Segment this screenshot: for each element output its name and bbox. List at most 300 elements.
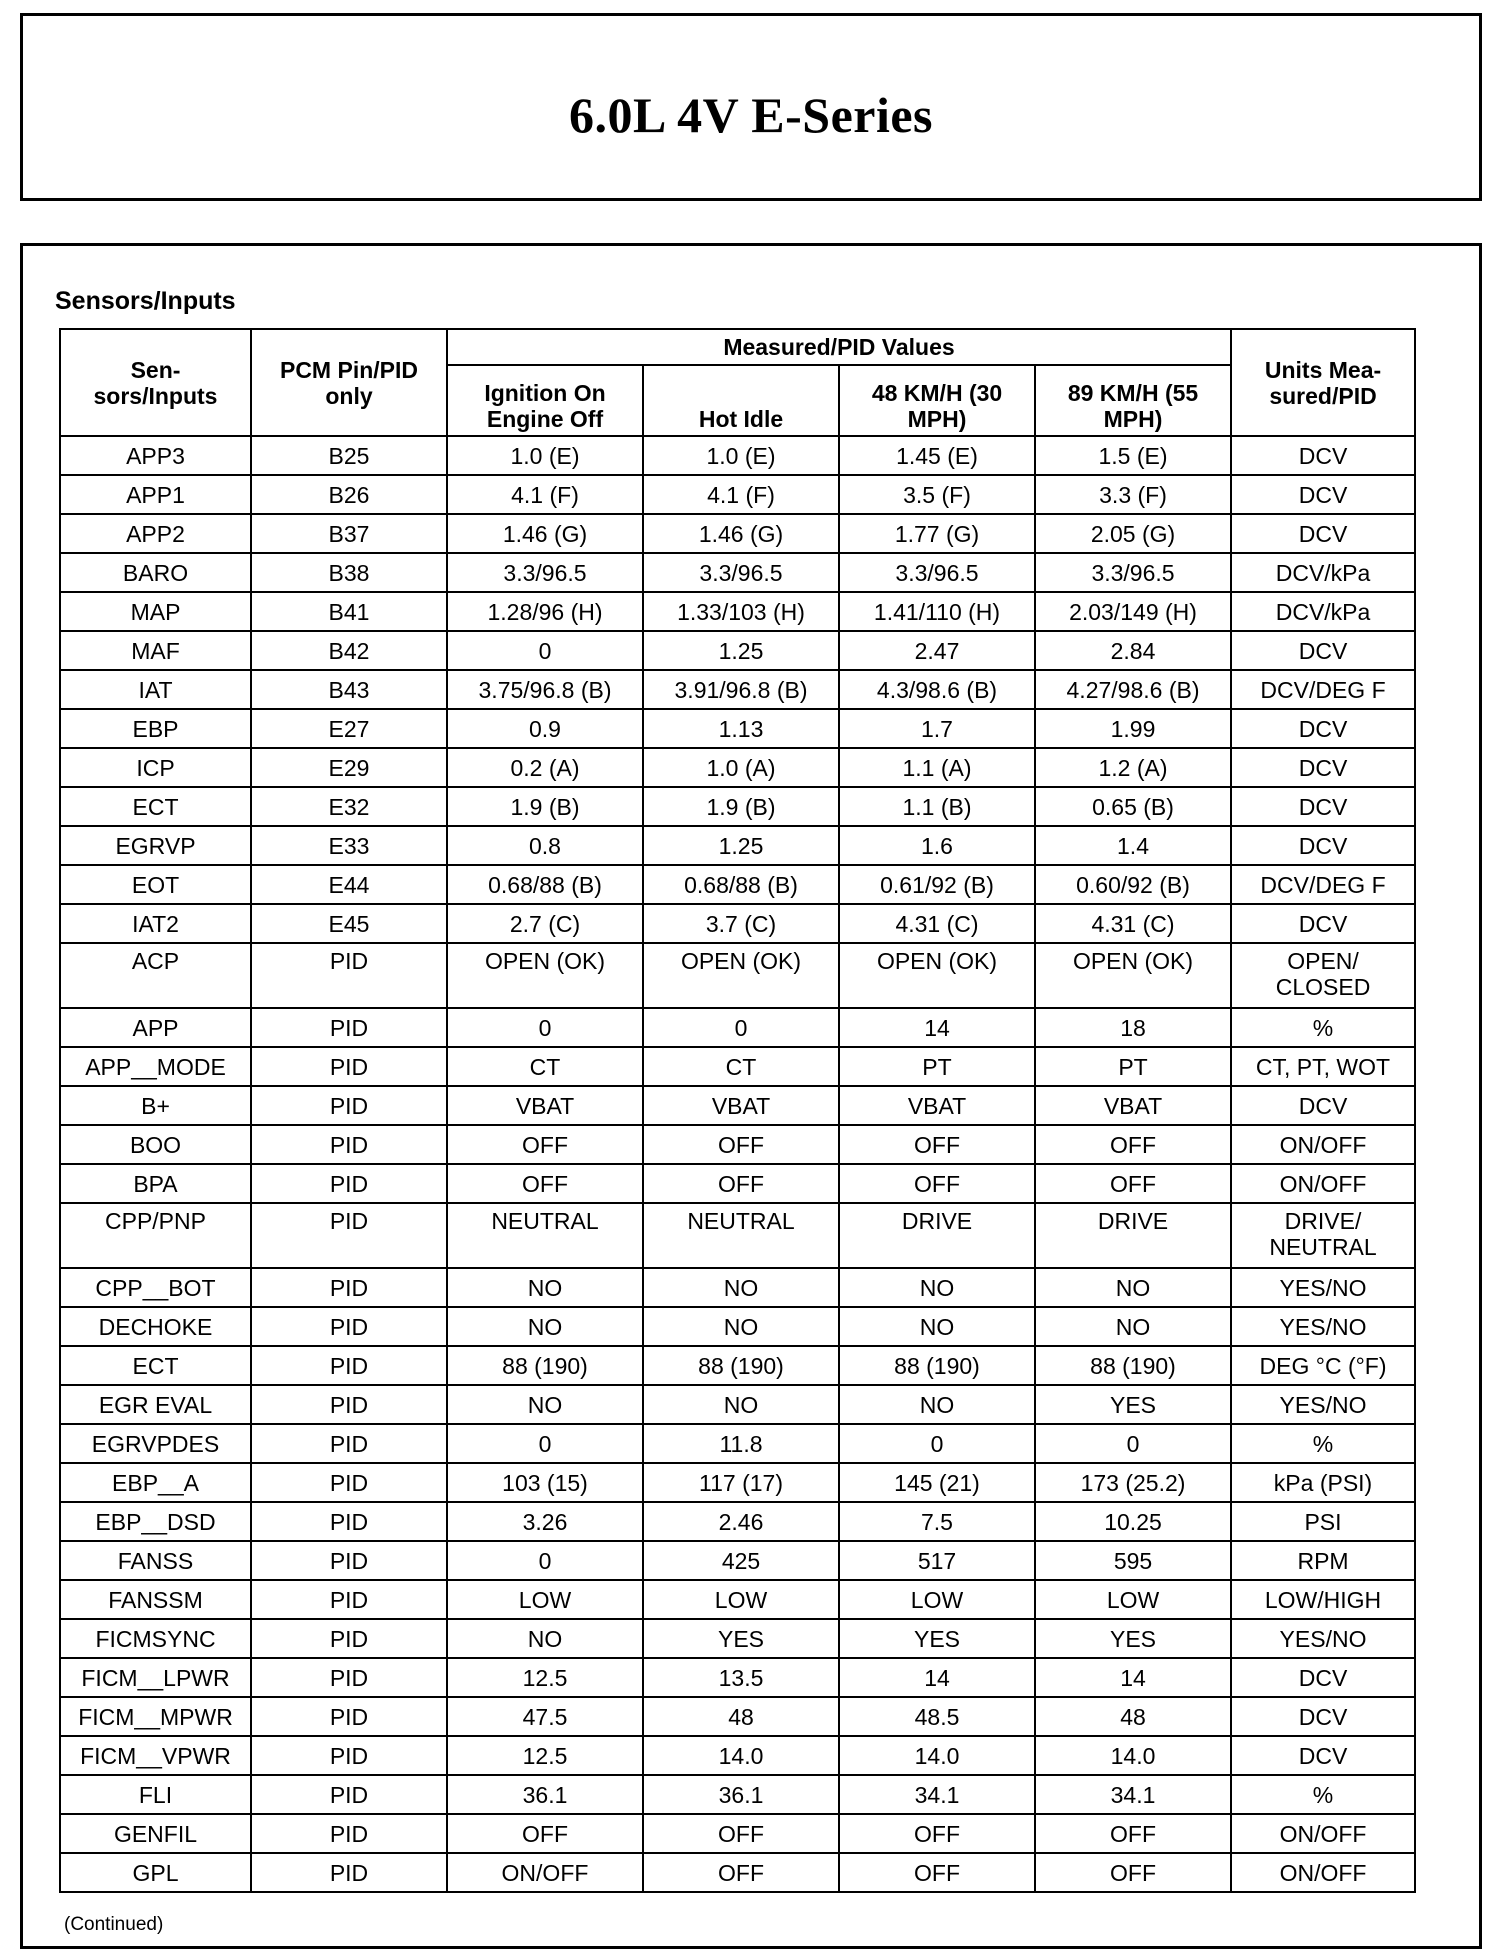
pin-cell: PID — [251, 943, 447, 1008]
pin-cell: PID — [251, 1008, 447, 1047]
ignition-on-cell: 1.0 (E) — [447, 436, 643, 475]
kmh89-cell: 2.84 — [1035, 631, 1231, 670]
hot-idle-cell: NO — [643, 1268, 839, 1307]
kmh48-cell: 4.31 (C) — [839, 904, 1035, 943]
kmh89-cell: OPEN (OK) — [1035, 943, 1231, 1008]
hot-idle-cell: 13.5 — [643, 1658, 839, 1697]
kmh48-cell: 0 — [839, 1424, 1035, 1463]
table-row — [60, 553, 1415, 592]
pin-cell: PID — [251, 1203, 447, 1268]
units-cell: % — [1231, 1424, 1415, 1463]
table-row — [60, 592, 1415, 631]
kmh89-cell: 88 (190) — [1035, 1346, 1231, 1385]
kmh89-cell: 0.65 (B) — [1035, 787, 1231, 826]
kmh89-cell: 595 — [1035, 1541, 1231, 1580]
ignition-on-cell: NEUTRAL — [447, 1203, 643, 1268]
table-row — [60, 904, 1415, 943]
kmh48-cell: 0.61/92 (B) — [839, 865, 1035, 904]
content-box — [20, 243, 1482, 1949]
ignition-on-cell: 4.1 (F) — [447, 475, 643, 514]
ignition-on-cell: OPEN (OK) — [447, 943, 643, 1008]
kmh48-cell: 48.5 — [839, 1697, 1035, 1736]
table-row — [60, 1424, 1415, 1463]
sensor-cell: FANSSM — [60, 1580, 251, 1619]
kmh48-cell: DRIVE — [839, 1203, 1035, 1268]
sensor-cell: FICMSYNC — [60, 1619, 251, 1658]
kmh48-cell: LOW — [839, 1580, 1035, 1619]
kmh89-cell: NO — [1035, 1268, 1231, 1307]
units-cell: DCV — [1231, 1086, 1415, 1125]
kmh89-cell: OFF — [1035, 1814, 1231, 1853]
sensor-cell: IAT2 — [60, 904, 251, 943]
table-row — [60, 1814, 1415, 1853]
ignition-on-cell: 103 (15) — [447, 1463, 643, 1502]
ignition-on-cell: 0 — [447, 1008, 643, 1047]
sensor-cell: APP1 — [60, 475, 251, 514]
units-cell: DCV — [1231, 475, 1415, 514]
table-row — [60, 475, 1415, 514]
ignition-on-cell: VBAT — [447, 1086, 643, 1125]
ignition-on-cell: OFF — [447, 1164, 643, 1203]
units-cell: DCV/kPa — [1231, 592, 1415, 631]
units-cell: YES/NO — [1231, 1619, 1415, 1658]
units-cell: YES/NO — [1231, 1307, 1415, 1346]
header-ignition-on: Ignition On Engine Off — [447, 365, 643, 436]
kmh48-cell: NO — [839, 1307, 1035, 1346]
sensor-cell: ECT — [60, 1346, 251, 1385]
ignition-on-cell: 3.26 — [447, 1502, 643, 1541]
kmh48-cell: YES — [839, 1619, 1035, 1658]
units-cell: ON/OFF — [1231, 1814, 1415, 1853]
pin-cell: PID — [251, 1424, 447, 1463]
pin-cell: PID — [251, 1580, 447, 1619]
pin-cell: PID — [251, 1502, 447, 1541]
table-row — [60, 1125, 1415, 1164]
hot-idle-cell: 1.0 (A) — [643, 748, 839, 787]
ignition-on-cell: LOW — [447, 1580, 643, 1619]
kmh89-cell: 4.31 (C) — [1035, 904, 1231, 943]
units-cell: DEG °C (°F) — [1231, 1346, 1415, 1385]
kmh48-cell: 88 (190) — [839, 1346, 1035, 1385]
sensor-cell: FANSS — [60, 1541, 251, 1580]
sensor-cell: GPL — [60, 1853, 251, 1892]
kmh48-cell: 14 — [839, 1658, 1035, 1697]
pin-cell: PID — [251, 1346, 447, 1385]
hot-idle-cell: 1.13 — [643, 709, 839, 748]
units-cell: CT, PT, WOT — [1231, 1047, 1415, 1086]
kmh48-cell: NO — [839, 1268, 1035, 1307]
table-row — [60, 1853, 1415, 1892]
kmh89-cell: 0 — [1035, 1424, 1231, 1463]
hot-idle-cell: 117 (17) — [643, 1463, 839, 1502]
pin-cell: PID — [251, 1164, 447, 1203]
section-heading: Sensors/Inputs — [55, 287, 236, 315]
pin-cell: E27 — [251, 709, 447, 748]
kmh89-cell: LOW — [1035, 1580, 1231, 1619]
table-row — [60, 1086, 1415, 1125]
kmh89-cell: OFF — [1035, 1125, 1231, 1164]
pin-cell: PID — [251, 1086, 447, 1125]
kmh89-cell: 2.05 (G) — [1035, 514, 1231, 553]
units-cell: DCV — [1231, 514, 1415, 553]
table-row — [60, 1463, 1415, 1502]
kmh89-cell: PT — [1035, 1047, 1231, 1086]
sensor-cell: FICM__MPWR — [60, 1697, 251, 1736]
kmh89-cell: 1.4 — [1035, 826, 1231, 865]
table-row — [60, 514, 1415, 553]
kmh89-cell: 1.99 — [1035, 709, 1231, 748]
kmh48-cell: 14 — [839, 1008, 1035, 1047]
kmh48-cell: OPEN (OK) — [839, 943, 1035, 1008]
kmh48-cell: 1.41/110 (H) — [839, 592, 1035, 631]
page-title: 6.0L 4V E-Series — [568, 87, 934, 143]
sensor-cell: ICP — [60, 748, 251, 787]
ignition-on-cell: 36.1 — [447, 1775, 643, 1814]
units-cell: % — [1231, 1775, 1415, 1814]
units-cell: YES/NO — [1231, 1268, 1415, 1307]
pin-cell: PID — [251, 1268, 447, 1307]
hot-idle-cell: 3.7 (C) — [643, 904, 839, 943]
hot-idle-cell: 1.0 (E) — [643, 436, 839, 475]
kmh89-cell: 10.25 — [1035, 1502, 1231, 1541]
sensor-cell: FICM__LPWR — [60, 1658, 251, 1697]
sensor-cell: APP2 — [60, 514, 251, 553]
units-cell: DCV — [1231, 748, 1415, 787]
sensor-cell: GENFIL — [60, 1814, 251, 1853]
sensor-cell: APP__MODE — [60, 1047, 251, 1086]
sensor-cell: EOT — [60, 865, 251, 904]
table-row — [60, 1203, 1415, 1268]
table-row — [60, 1385, 1415, 1424]
pin-cell: E33 — [251, 826, 447, 865]
kmh48-cell: 1.7 — [839, 709, 1035, 748]
ignition-on-cell: OFF — [447, 1125, 643, 1164]
ignition-on-cell: 0.8 — [447, 826, 643, 865]
header-pcm-pin: PCM Pin/PID only — [251, 329, 447, 436]
kmh48-cell: 1.1 (B) — [839, 787, 1035, 826]
pin-cell: PID — [251, 1541, 447, 1580]
hot-idle-cell: 3.3/96.5 — [643, 553, 839, 592]
table-row — [60, 1307, 1415, 1346]
ignition-on-cell: 0 — [447, 631, 643, 670]
sensor-cell: EBP__DSD — [60, 1502, 251, 1541]
table-body — [60, 436, 1415, 1892]
kmh89-cell: OFF — [1035, 1164, 1231, 1203]
pin-cell: E32 — [251, 787, 447, 826]
pin-cell: B38 — [251, 553, 447, 592]
units-cell: DCV — [1231, 904, 1415, 943]
hot-idle-cell: OFF — [643, 1164, 839, 1203]
units-cell: DCV — [1231, 436, 1415, 475]
pin-cell: PID — [251, 1775, 447, 1814]
kmh48-cell: 3.5 (F) — [839, 475, 1035, 514]
table-row — [60, 1541, 1415, 1580]
kmh48-cell: 2.47 — [839, 631, 1035, 670]
hot-idle-cell: 14.0 — [643, 1736, 839, 1775]
hot-idle-cell: NO — [643, 1385, 839, 1424]
kmh48-cell: NO — [839, 1385, 1035, 1424]
sensor-cell: ACP — [60, 943, 251, 1008]
sensor-cell: FICM__VPWR — [60, 1736, 251, 1775]
table-row — [60, 1697, 1415, 1736]
sensor-cell: B+ — [60, 1086, 251, 1125]
sensor-cell: IAT — [60, 670, 251, 709]
units-cell: DCV — [1231, 787, 1415, 826]
kmh48-cell: PT — [839, 1047, 1035, 1086]
kmh89-cell: 2.03/149 (H) — [1035, 592, 1231, 631]
ignition-on-cell: 1.28/96 (H) — [447, 592, 643, 631]
table-row — [60, 1164, 1415, 1203]
header-hot-idle: Hot Idle — [643, 365, 839, 436]
sensor-cell: ECT — [60, 787, 251, 826]
kmh48-cell: 517 — [839, 1541, 1035, 1580]
pin-cell: PID — [251, 1385, 447, 1424]
units-cell: kPa (PSI) — [1231, 1463, 1415, 1502]
kmh48-cell: 4.3/98.6 (B) — [839, 670, 1035, 709]
kmh89-cell: 48 — [1035, 1697, 1231, 1736]
kmh48-cell: 3.3/96.5 — [839, 553, 1035, 592]
sensor-cell: MAP — [60, 592, 251, 631]
sensor-cell: CPP/PNP — [60, 1203, 251, 1268]
units-cell: DRIVE/ NEUTRAL — [1231, 1203, 1415, 1268]
units-cell: DCV/DEG F — [1231, 670, 1415, 709]
hot-idle-cell: CT — [643, 1047, 839, 1086]
kmh89-cell: 3.3 (F) — [1035, 475, 1231, 514]
sensor-cell: CPP__BOT — [60, 1268, 251, 1307]
ignition-on-cell: 2.7 (C) — [447, 904, 643, 943]
pin-cell: B42 — [251, 631, 447, 670]
units-cell: % — [1231, 1008, 1415, 1047]
units-cell: PSI — [1231, 1502, 1415, 1541]
hot-idle-cell: NEUTRAL — [643, 1203, 839, 1268]
kmh48-cell: 34.1 — [839, 1775, 1035, 1814]
ignition-on-cell: OFF — [447, 1814, 643, 1853]
pin-cell: PID — [251, 1658, 447, 1697]
sensor-cell: FLI — [60, 1775, 251, 1814]
sensor-cell: APP — [60, 1008, 251, 1047]
hot-idle-cell: NO — [643, 1307, 839, 1346]
pin-cell: PID — [251, 1307, 447, 1346]
hot-idle-cell: LOW — [643, 1580, 839, 1619]
kmh89-cell: NO — [1035, 1307, 1231, 1346]
kmh89-cell: 1.2 (A) — [1035, 748, 1231, 787]
hot-idle-cell: 1.33/103 (H) — [643, 592, 839, 631]
ignition-on-cell: 12.5 — [447, 1658, 643, 1697]
kmh48-cell: VBAT — [839, 1086, 1035, 1125]
ignition-on-cell: 0.2 (A) — [447, 748, 643, 787]
ignition-on-cell: ON/OFF — [447, 1853, 643, 1892]
kmh48-cell: 145 (21) — [839, 1463, 1035, 1502]
table-row — [60, 1619, 1415, 1658]
units-cell: RPM — [1231, 1541, 1415, 1580]
kmh89-cell: 1.5 (E) — [1035, 436, 1231, 475]
kmh48-cell: OFF — [839, 1814, 1035, 1853]
pin-cell: B25 — [251, 436, 447, 475]
kmh89-cell: 3.3/96.5 — [1035, 553, 1231, 592]
title-box — [20, 13, 1482, 201]
kmh89-cell: 34.1 — [1035, 1775, 1231, 1814]
ignition-on-cell: 3.75/96.8 (B) — [447, 670, 643, 709]
kmh89-cell: 4.27/98.6 (B) — [1035, 670, 1231, 709]
kmh48-cell: 1.45 (E) — [839, 436, 1035, 475]
kmh89-cell: 173 (25.2) — [1035, 1463, 1231, 1502]
pin-cell: E29 — [251, 748, 447, 787]
kmh89-cell: DRIVE — [1035, 1203, 1231, 1268]
ignition-on-cell: NO — [447, 1619, 643, 1658]
pin-cell: B43 — [251, 670, 447, 709]
pin-cell: PID — [251, 1736, 447, 1775]
pin-cell: B41 — [251, 592, 447, 631]
hot-idle-cell: 1.46 (G) — [643, 514, 839, 553]
sensor-cell: BPA — [60, 1164, 251, 1203]
table-row — [60, 670, 1415, 709]
units-cell: DCV — [1231, 1736, 1415, 1775]
sensor-cell: DECHOKE — [60, 1307, 251, 1346]
pin-cell: PID — [251, 1697, 447, 1736]
units-cell: ON/OFF — [1231, 1853, 1415, 1892]
kmh48-cell: OFF — [839, 1853, 1035, 1892]
sensor-cell: EGRVPDES — [60, 1424, 251, 1463]
pin-cell: B37 — [251, 514, 447, 553]
units-cell: DCV/DEG F — [1231, 865, 1415, 904]
table-row — [60, 1580, 1415, 1619]
ignition-on-cell: 12.5 — [447, 1736, 643, 1775]
ignition-on-cell: 47.5 — [447, 1697, 643, 1736]
kmh48-cell: OFF — [839, 1125, 1035, 1164]
hot-idle-cell: 0 — [643, 1008, 839, 1047]
ignition-on-cell: 1.46 (G) — [447, 514, 643, 553]
ignition-on-cell: NO — [447, 1307, 643, 1346]
table-row — [60, 865, 1415, 904]
hot-idle-cell: YES — [643, 1619, 839, 1658]
continued-note: (Continued) — [64, 1914, 164, 1935]
hot-idle-cell: 0.68/88 (B) — [643, 865, 839, 904]
kmh89-cell: VBAT — [1035, 1086, 1231, 1125]
pin-cell: PID — [251, 1619, 447, 1658]
units-cell: LOW/HIGH — [1231, 1580, 1415, 1619]
header-units: Units Mea- sured/PID — [1231, 329, 1415, 436]
pin-cell: E45 — [251, 904, 447, 943]
sensor-cell: MAF — [60, 631, 251, 670]
hot-idle-cell: OFF — [643, 1853, 839, 1892]
table-row — [60, 631, 1415, 670]
units-cell: DCV — [1231, 1697, 1415, 1736]
sensor-cell: BARO — [60, 553, 251, 592]
table-row — [60, 1268, 1415, 1307]
sensor-values-table — [59, 328, 1416, 1893]
header-48-kmh: 48 KM/H (30 MPH) — [839, 365, 1035, 436]
table-row — [60, 1736, 1415, 1775]
table-row — [60, 1775, 1415, 1814]
hot-idle-cell: OFF — [643, 1814, 839, 1853]
table-row — [60, 709, 1415, 748]
kmh89-cell: YES — [1035, 1619, 1231, 1658]
header-row-top — [60, 329, 1415, 365]
kmh48-cell: 1.77 (G) — [839, 514, 1035, 553]
kmh89-cell: YES — [1035, 1385, 1231, 1424]
units-cell: DCV/kPa — [1231, 553, 1415, 592]
hot-idle-cell: 3.91/96.8 (B) — [643, 670, 839, 709]
ignition-on-cell: 1.9 (B) — [447, 787, 643, 826]
header-sensors-inputs: Sen- sors/Inputs — [60, 329, 251, 436]
ignition-on-cell: 0 — [447, 1541, 643, 1580]
header-measured-pid-values: Measured/PID Values — [447, 329, 1231, 365]
kmh48-cell: OFF — [839, 1164, 1035, 1203]
hot-idle-cell: 88 (190) — [643, 1346, 839, 1385]
sensor-cell: EBP — [60, 709, 251, 748]
hot-idle-cell: 1.25 — [643, 631, 839, 670]
units-cell: YES/NO — [1231, 1385, 1415, 1424]
kmh89-cell: 18 — [1035, 1008, 1231, 1047]
pin-cell: PID — [251, 1047, 447, 1086]
units-cell: DCV — [1231, 709, 1415, 748]
hot-idle-cell: 1.9 (B) — [643, 787, 839, 826]
kmh89-cell: 0.60/92 (B) — [1035, 865, 1231, 904]
table-row — [60, 1502, 1415, 1541]
ignition-on-cell: 3.3/96.5 — [447, 553, 643, 592]
sensor-cell: APP3 — [60, 436, 251, 475]
hot-idle-cell: 36.1 — [643, 1775, 839, 1814]
table-row — [60, 748, 1415, 787]
pin-cell: PID — [251, 1814, 447, 1853]
sensor-cell: EGRVP — [60, 826, 251, 865]
hot-idle-cell: 4.1 (F) — [643, 475, 839, 514]
table-row — [60, 1008, 1415, 1047]
ignition-on-cell: NO — [447, 1385, 643, 1424]
hot-idle-cell: 425 — [643, 1541, 839, 1580]
sensor-cell: EBP__A — [60, 1463, 251, 1502]
pin-cell: PID — [251, 1463, 447, 1502]
units-cell: DCV — [1231, 631, 1415, 670]
table-row — [60, 943, 1415, 1008]
pin-cell: PID — [251, 1125, 447, 1164]
ignition-on-cell: 0.68/88 (B) — [447, 865, 643, 904]
kmh89-cell: 14.0 — [1035, 1736, 1231, 1775]
kmh48-cell: 7.5 — [839, 1502, 1035, 1541]
kmh89-cell: 14 — [1035, 1658, 1231, 1697]
kmh48-cell: 14.0 — [839, 1736, 1035, 1775]
hot-idle-cell: 11.8 — [643, 1424, 839, 1463]
units-cell: ON/OFF — [1231, 1164, 1415, 1203]
units-cell: OPEN/ CLOSED — [1231, 943, 1415, 1008]
table-row — [60, 1658, 1415, 1697]
hot-idle-cell: 48 — [643, 1697, 839, 1736]
units-cell: DCV — [1231, 1658, 1415, 1697]
pin-cell: PID — [251, 1853, 447, 1892]
hot-idle-cell: OFF — [643, 1125, 839, 1164]
sensor-cell: EGR EVAL — [60, 1385, 251, 1424]
hot-idle-cell: 1.25 — [643, 826, 839, 865]
hot-idle-cell: OPEN (OK) — [643, 943, 839, 1008]
table-row — [60, 1346, 1415, 1385]
table-row — [60, 787, 1415, 826]
header-89-kmh: 89 KM/H (55 MPH) — [1035, 365, 1231, 436]
hot-idle-cell: VBAT — [643, 1086, 839, 1125]
ignition-on-cell: 88 (190) — [447, 1346, 643, 1385]
ignition-on-cell: CT — [447, 1047, 643, 1086]
table-row — [60, 826, 1415, 865]
kmh48-cell: 1.1 (A) — [839, 748, 1035, 787]
table-row — [60, 436, 1415, 475]
sensor-cell: BOO — [60, 1125, 251, 1164]
ignition-on-cell: 0 — [447, 1424, 643, 1463]
units-cell: DCV — [1231, 826, 1415, 865]
table-row — [60, 1047, 1415, 1086]
pin-cell: E44 — [251, 865, 447, 904]
ignition-on-cell: 0.9 — [447, 709, 643, 748]
kmh48-cell: 1.6 — [839, 826, 1035, 865]
hot-idle-cell: 2.46 — [643, 1502, 839, 1541]
